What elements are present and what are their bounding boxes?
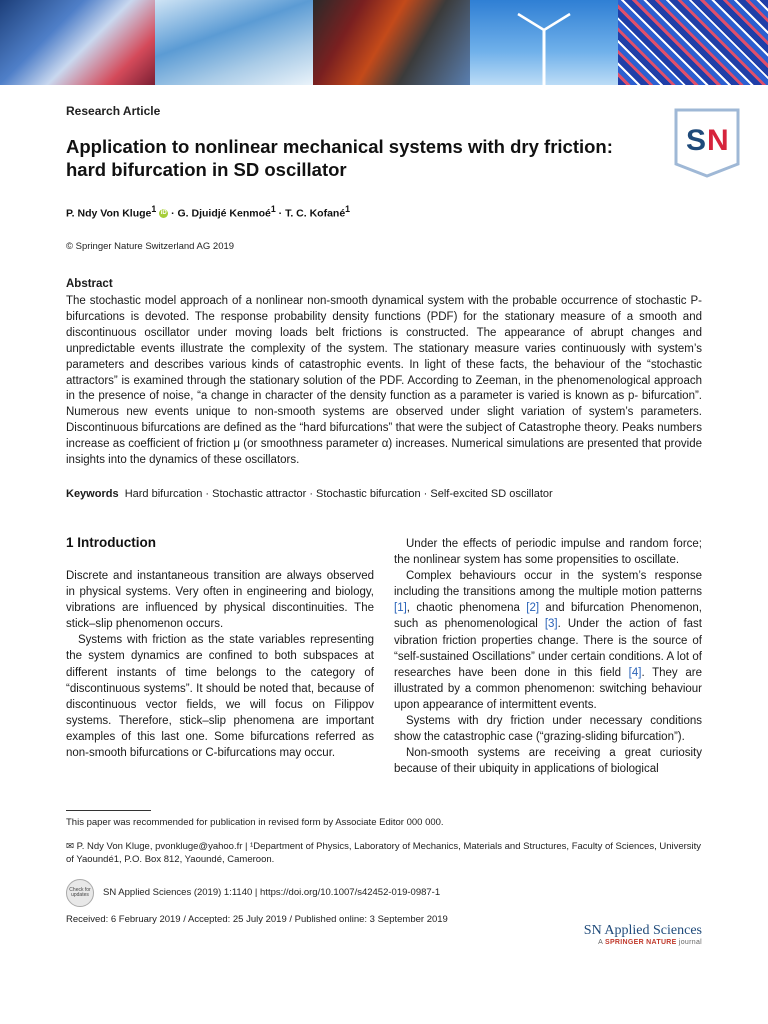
header-banner [0, 0, 768, 85]
citation-link-4[interactable]: [4] [628, 666, 642, 679]
publisher-suffix: journal [678, 939, 702, 946]
publication-dates: Received: 6 February 2019 / Accepted: 25 July 2019 / Published online: 3 September 2019 [66, 914, 448, 925]
citation-link-3[interactable]: [3] [544, 618, 558, 631]
banner-image-2 [155, 0, 313, 85]
abstract-text: The stochastic model approach of a nonlinear non-smooth dynamical system with the probable occurrence of stochastic P-bifurcations is devoted. The response probability density functions (PDF) for the stationary measure of a smooth and discontinuous oscillator under moving loads belt frictions is constructed. The appearance of abrupt changes and unpredictable events illustrate the complexity of the system. The stationary measure varies continuously with system’s parameters and describes various kinds of catastrophic events. In light of these facts, the behaviour of the “stochastic attractors” is examined through the stationary solution of the PDF. According to Zeeman, in the phenomenological approach in the presence of noise, “a change in character of the density function as a parameter is varied is known as p- bifurcation”. Numerous new events unique to non-smooth systems are observed under slight variation of system’s parameters. Discontinuous bifurcations are defined as the “hard bifurcations” that were the subject of Catastrophe theory. Peaks numbers increase as coefficient of friction μ (or smoothness parameter α) increases. Numerical simulations are presented that provide insights into the dynamics of these oscillators. [66, 295, 702, 467]
text-run: Complex behaviours occur in the system’s response including the transitions among the multiple motion patterns [394, 570, 702, 599]
right-column [394, 536, 702, 777]
keywords-label: Keywords [66, 488, 119, 500]
affiliation-mark: 1 [270, 204, 276, 214]
abstract-heading: Abstract [66, 278, 113, 290]
text-run: , chaotic phenomena [406, 602, 527, 615]
citation-line[interactable]: SN Applied Sciences (2019) 1:1140 | https://doi.org/10.1007/s42452-019-0987-1 [103, 887, 441, 898]
paragraph: Under the effects of periodic impulse and random force; the nonlinear system has some propensities to oscillate. [394, 538, 702, 567]
journal-brand [578, 923, 702, 946]
publisher-name: SPRINGER NATURE [604, 939, 677, 946]
editor-note: This paper was recommended for publication in revised form by Associate Editor 000 000. [66, 817, 444, 828]
wind-turbine-icon [470, 0, 618, 85]
check-for-updates-badge[interactable] [66, 879, 94, 907]
article-type: Research Article [66, 104, 161, 118]
author-1[interactable]: P. Ndy Von Kluge [66, 207, 152, 220]
sn-logo [672, 108, 742, 178]
journal-name: SN Applied Sciences [583, 923, 702, 938]
paragraph: Systems with friction as the state variables representing the system dynamics are confined to both subspaces at different instants of time belongs to the category of “discontinuous systems”. It should be noted that, because of discontinuous vector fields, we will focus on Filippov systems. Therefore, stick–slip phenomena are important examples of this last one. Some bifurcations referred as non-smooth bifurcations or C-bifurcations may occur. [66, 634, 374, 760]
publisher-prefix: A [598, 939, 603, 946]
banner-image-3 [313, 0, 470, 85]
paragraph: Systems with dry friction under necessary conditions show the catastrophic case (“grazing-sliding bifurcation”). [394, 715, 702, 744]
footnote-divider [66, 810, 151, 811]
badge-label: Check for updates [69, 887, 91, 898]
copyright: © Springer Nature Switzerland AG 2019 [66, 241, 235, 252]
keywords-list: Hard bifurcation · Stochastic attractor · Stochastic bifurcation · Self-excited SD oscillator [124, 488, 553, 500]
banner-image-1 [0, 0, 155, 85]
author-2[interactable]: · G. Djuidjé Kenmoé [171, 207, 271, 220]
section-heading-introduction: 1 Introduction [66, 535, 156, 550]
publisher-line [578, 939, 702, 946]
article-title: Application to nonlinear mechanical systems with dry friction: hard bifurcation in SD oscillator [66, 136, 613, 180]
paragraph [394, 568, 702, 713]
paragraph: Non-smooth systems are receiving a great curiosity because of their ubiquity in applications of biological [394, 747, 702, 776]
author-contact: ✉ P. Ndy Von Kluge, pvonkluge@yahoo.fr | ¹Department of Physics, Laboratory of Mechanics, Materials and Structures, Faculty of Sciences, University of Yaoundé1, P.O. Box 812, Yaoundé, Cameroon. [66, 841, 702, 865]
affiliation-mark: 1 [151, 204, 157, 214]
affiliation-mark: 1 [345, 204, 351, 214]
text-run: and bifurcation Phenomenon, such as phenomenological [394, 602, 702, 631]
paragraph: Discrete and instantaneous transition are always observed in physical systems. Very often in engineering and biology, vibrations are influenced by physical discontinuities. The stick–slip phenomenon occurs. [66, 570, 374, 631]
left-column [66, 568, 374, 761]
svg-text:S: S [686, 124, 707, 157]
text-run: . Under the action of fast vibration friction properties change. There is the source of “self-sustained Oscillations” under certain conditions. A lot of researches have been done in this field [394, 618, 702, 679]
keywords [66, 488, 553, 500]
text-run: . They are illustrated by a common phenomenon: switching behaviour upon appearance of intermittent events. [394, 666, 702, 711]
citation-link-1[interactable]: [1] [394, 602, 407, 615]
author-3[interactable]: · T. C. Kofané [278, 207, 346, 220]
citation-link-2[interactable]: [2] [526, 602, 540, 615]
orcid-icon[interactable]: iD [160, 210, 167, 217]
banner-image-5 [618, 0, 768, 85]
svg-text:N: N [707, 124, 729, 157]
author-list [66, 204, 350, 220]
banner-image-4 [470, 0, 618, 85]
